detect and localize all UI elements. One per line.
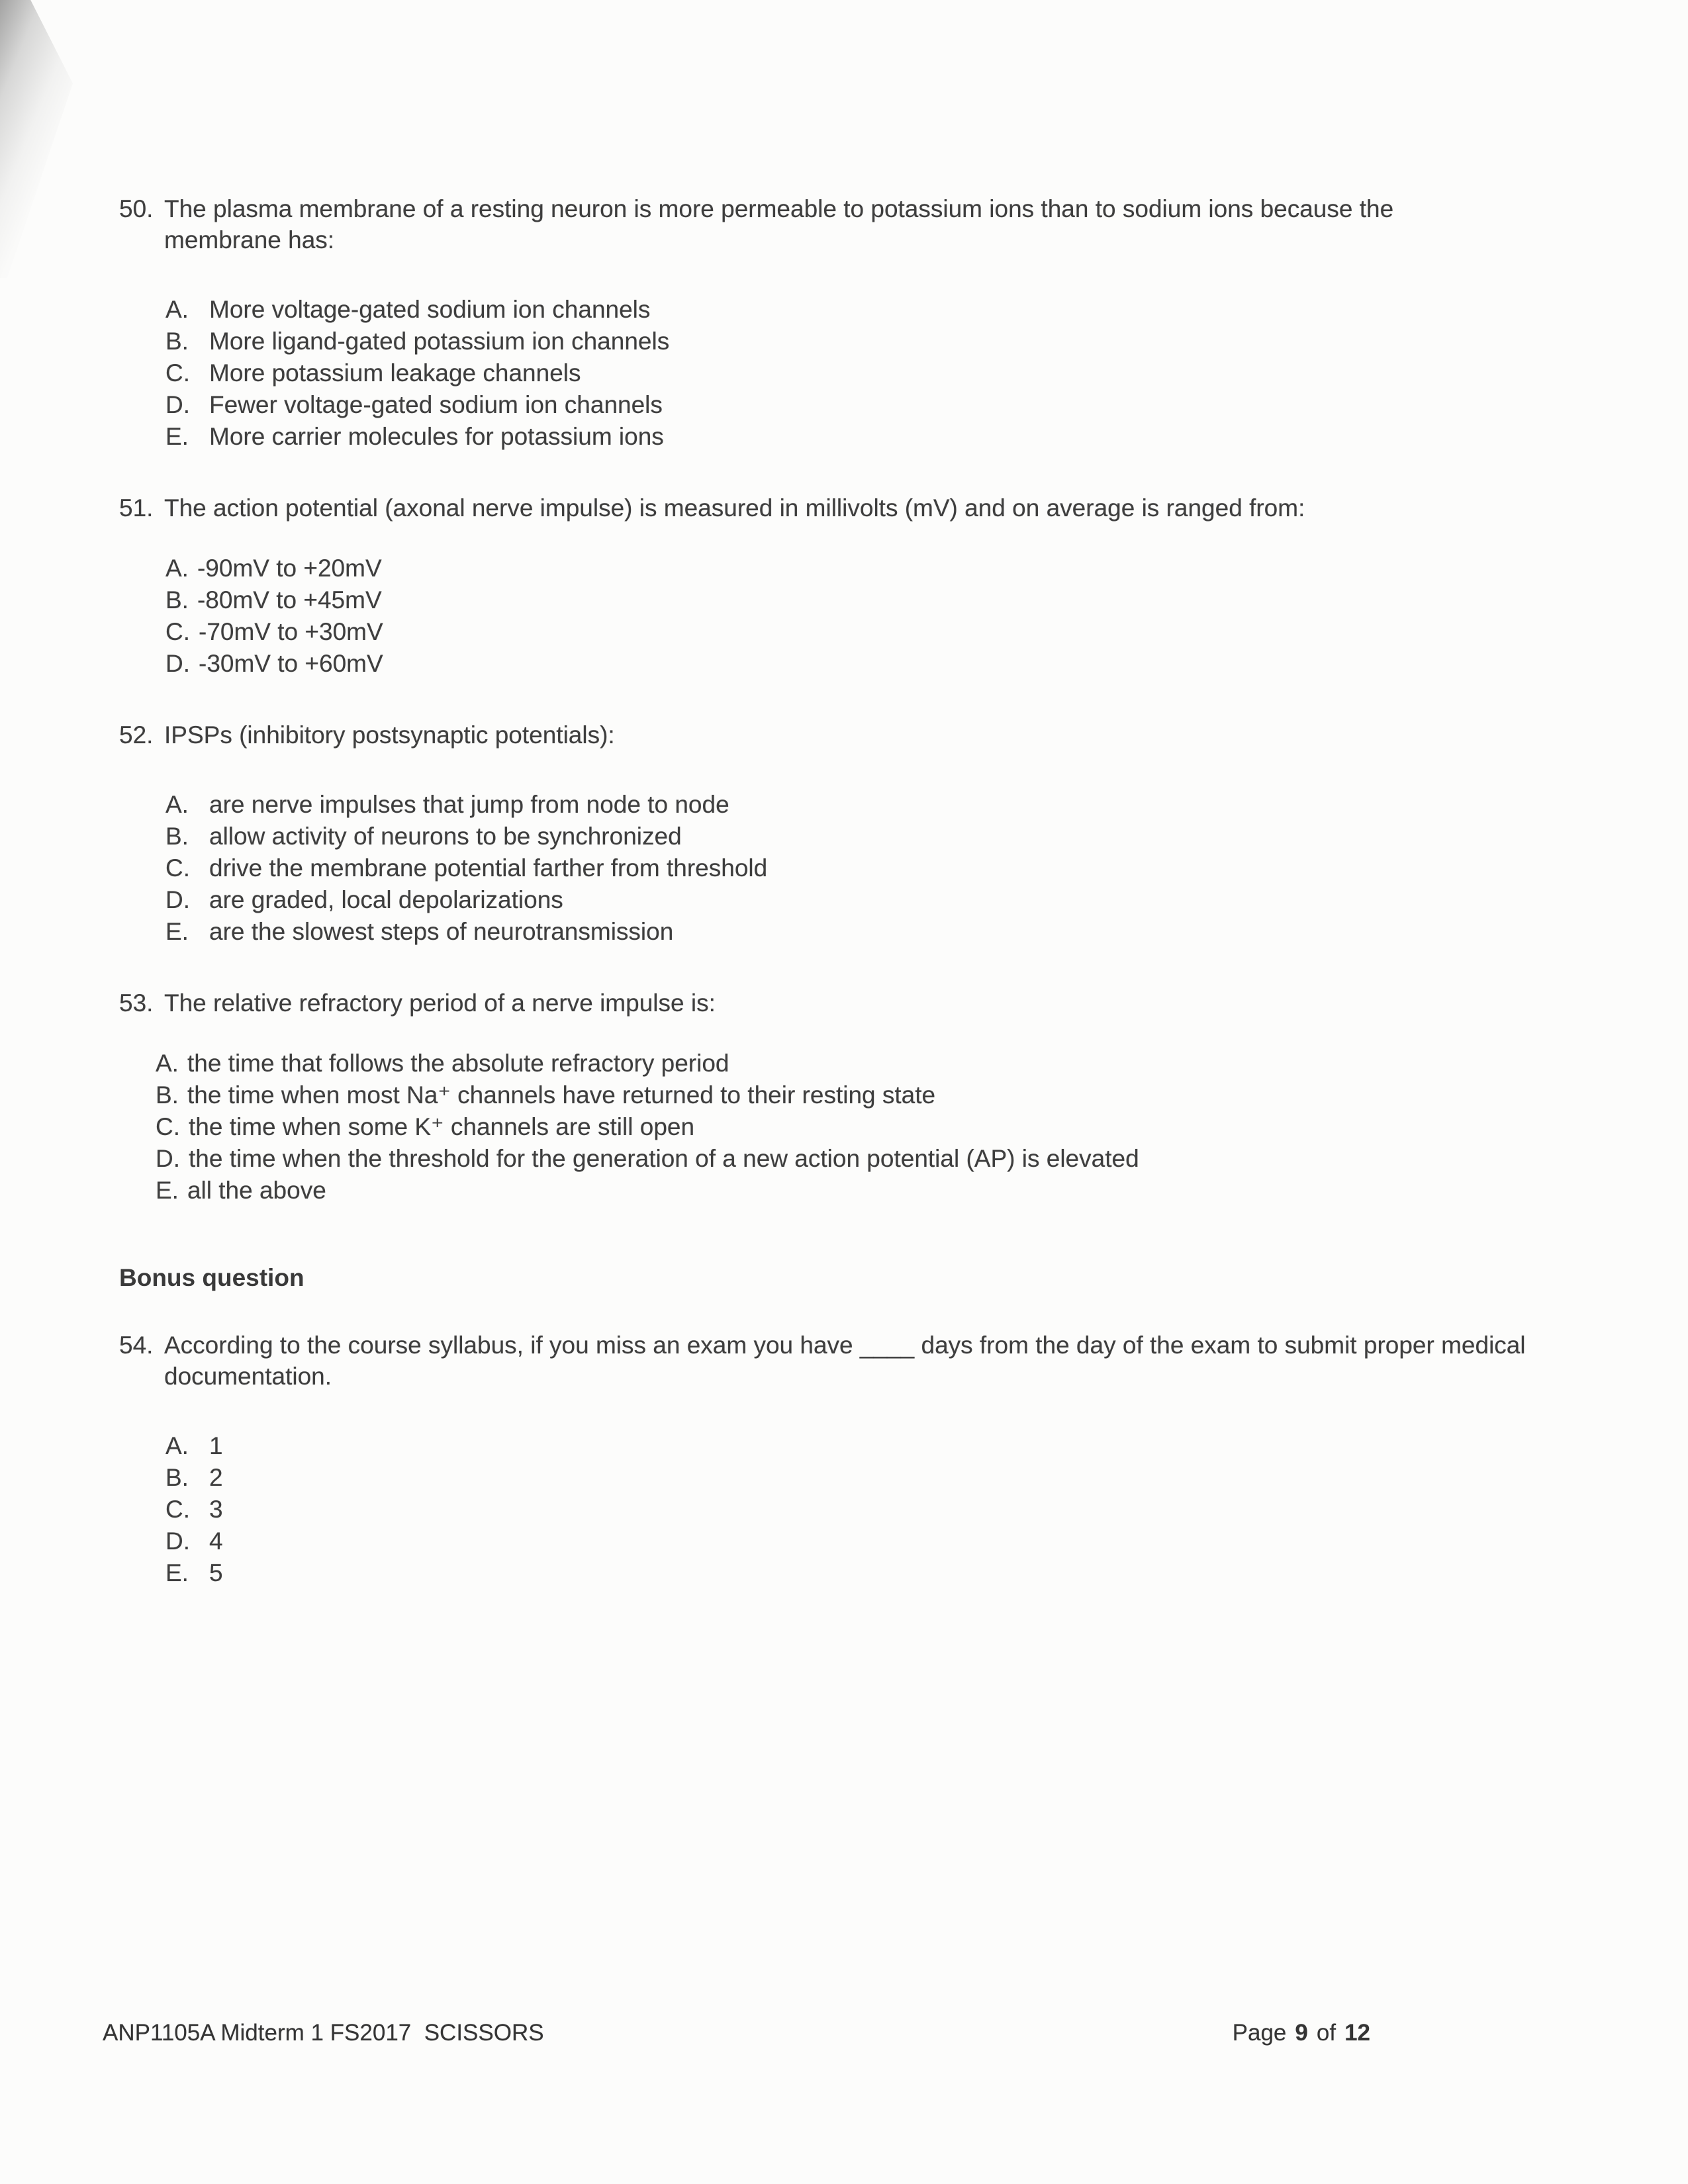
question-50-options xyxy=(165,294,1556,453)
question-text: The plasma membrane of a resting neuron is more permeable to potassium ions than to sodium ions because the membrane has: xyxy=(164,195,1394,253)
option-letter: B. xyxy=(165,328,189,355)
option-c xyxy=(165,616,1556,648)
option-text: 1 xyxy=(209,1432,223,1459)
question-number: 50. xyxy=(119,195,154,222)
option-text: -70mV to +30mV xyxy=(199,618,383,645)
option-text: the time that follows the absolute refractory period xyxy=(187,1050,729,1077)
question-52 xyxy=(119,719,1556,948)
option-letter: C. xyxy=(165,854,190,882)
option-text: 2 xyxy=(209,1464,223,1491)
option-a xyxy=(165,294,1556,326)
option-a xyxy=(156,1048,1556,1079)
option-text: More ligand-gated potassium ion channels xyxy=(209,328,670,355)
option-letter: C. xyxy=(165,1496,190,1523)
question-text: The action potential (axonal nerve impulse) is measured in millivolts (mV) and on average is ranged from: xyxy=(164,494,1305,522)
of-label: of xyxy=(1316,2020,1336,2046)
option-letter: B. xyxy=(156,1081,179,1109)
option-text: -90mV to +20mV xyxy=(197,555,382,582)
option-a xyxy=(165,789,1556,821)
option-b xyxy=(165,326,1556,357)
option-text: the time when the threshold for the generation of a new action potential (AP) is elevated xyxy=(189,1145,1139,1172)
page-number: 9 xyxy=(1295,2020,1308,2046)
option-letter: A. xyxy=(156,1050,179,1077)
option-text: 4 xyxy=(209,1527,223,1555)
question-text: The relative refractory period of a nerve impulse is: xyxy=(164,989,716,1017)
option-a xyxy=(165,1430,1556,1462)
option-text: drive the membrane potential farther from threshold xyxy=(209,854,768,882)
question-number: 52. xyxy=(119,721,154,749)
question-53-options xyxy=(156,1048,1556,1206)
option-letter: D. xyxy=(165,650,190,677)
option-b xyxy=(165,584,1556,616)
bonus-question-heading: Bonus question xyxy=(119,1264,305,1291)
option-letter: D. xyxy=(156,1145,180,1172)
question-number: 51. xyxy=(119,494,154,522)
page-total: 12 xyxy=(1344,2020,1370,2046)
question-54-options xyxy=(165,1430,1556,1589)
option-d xyxy=(156,1143,1556,1175)
page-footer xyxy=(103,2020,1370,2046)
option-letter: E. xyxy=(165,918,189,945)
option-text: the time when some K⁺ channels are still open xyxy=(189,1113,695,1140)
question-54 xyxy=(119,1330,1556,1589)
option-letter: C. xyxy=(156,1113,180,1140)
option-letter: C. xyxy=(165,359,190,387)
option-text: are graded, local depolarizations xyxy=(209,886,563,913)
question-number: 53. xyxy=(119,989,154,1017)
question-text: According to the course syllabus, if you miss an exam you have ____ days from the day of the exam to submit proper medical documentation. xyxy=(164,1332,1526,1390)
option-letter: E. xyxy=(165,1559,189,1586)
option-text: More voltage-gated sodium ion channels xyxy=(209,296,651,323)
question-52-options xyxy=(165,789,1556,948)
option-letter: A. xyxy=(165,296,189,323)
option-text: are nerve impulses that jump from node to node xyxy=(209,791,729,818)
scan-edge-artifact xyxy=(0,0,73,278)
option-letter: D. xyxy=(165,391,190,418)
option-d xyxy=(165,884,1556,916)
option-c xyxy=(165,852,1556,884)
option-letter: E. xyxy=(165,423,189,450)
option-c xyxy=(156,1111,1556,1143)
option-text: -30mV to +60mV xyxy=(199,650,383,677)
option-text: More potassium leakage channels xyxy=(209,359,581,387)
option-letter: B. xyxy=(165,1464,189,1491)
option-d xyxy=(165,389,1556,421)
question-number: 54. xyxy=(119,1332,154,1359)
page-indicator xyxy=(1233,2020,1370,2046)
option-text: More carrier molecules for potassium ions xyxy=(209,423,664,450)
option-text: are the slowest steps of neurotransmission xyxy=(209,918,674,945)
option-letter: D. xyxy=(165,886,190,913)
option-letter: B. xyxy=(165,586,189,614)
page-label: Page xyxy=(1232,2020,1287,2046)
option-letter: A. xyxy=(165,791,189,818)
question-53 xyxy=(119,987,1556,1206)
option-text: all the above xyxy=(187,1177,326,1204)
question-51-options xyxy=(165,553,1556,680)
option-letter: C. xyxy=(165,618,190,645)
option-d xyxy=(165,648,1556,680)
option-b xyxy=(165,1462,1556,1494)
option-e xyxy=(165,916,1556,948)
option-d xyxy=(165,1525,1556,1557)
option-e xyxy=(165,1557,1556,1589)
option-text: -80mV to +45mV xyxy=(197,586,382,614)
question-51 xyxy=(119,492,1556,680)
question-50 xyxy=(119,193,1556,453)
option-c xyxy=(165,357,1556,389)
option-text: 5 xyxy=(209,1559,223,1586)
option-text: 3 xyxy=(209,1496,223,1523)
option-letter: D. xyxy=(165,1527,190,1555)
option-letter: A. xyxy=(165,555,189,582)
option-a xyxy=(165,553,1556,584)
exam-identifier: ANP1105A Midterm 1 FS2017 SCISSORS xyxy=(103,2020,544,2046)
option-text: allow activity of neurons to be synchronized xyxy=(209,823,682,850)
option-letter: B. xyxy=(165,823,189,850)
option-e xyxy=(156,1175,1556,1206)
option-text: the time when most Na⁺ channels have returned to their resting state xyxy=(187,1081,936,1109)
question-text: IPSPs (inhibitory postsynaptic potentials): xyxy=(164,721,615,749)
option-letter: E. xyxy=(156,1177,179,1204)
option-b xyxy=(156,1079,1556,1111)
option-b xyxy=(165,821,1556,852)
option-c xyxy=(165,1494,1556,1525)
option-letter: A. xyxy=(165,1432,189,1459)
option-e xyxy=(165,421,1556,453)
option-text: Fewer voltage-gated sodium ion channels xyxy=(209,391,663,418)
